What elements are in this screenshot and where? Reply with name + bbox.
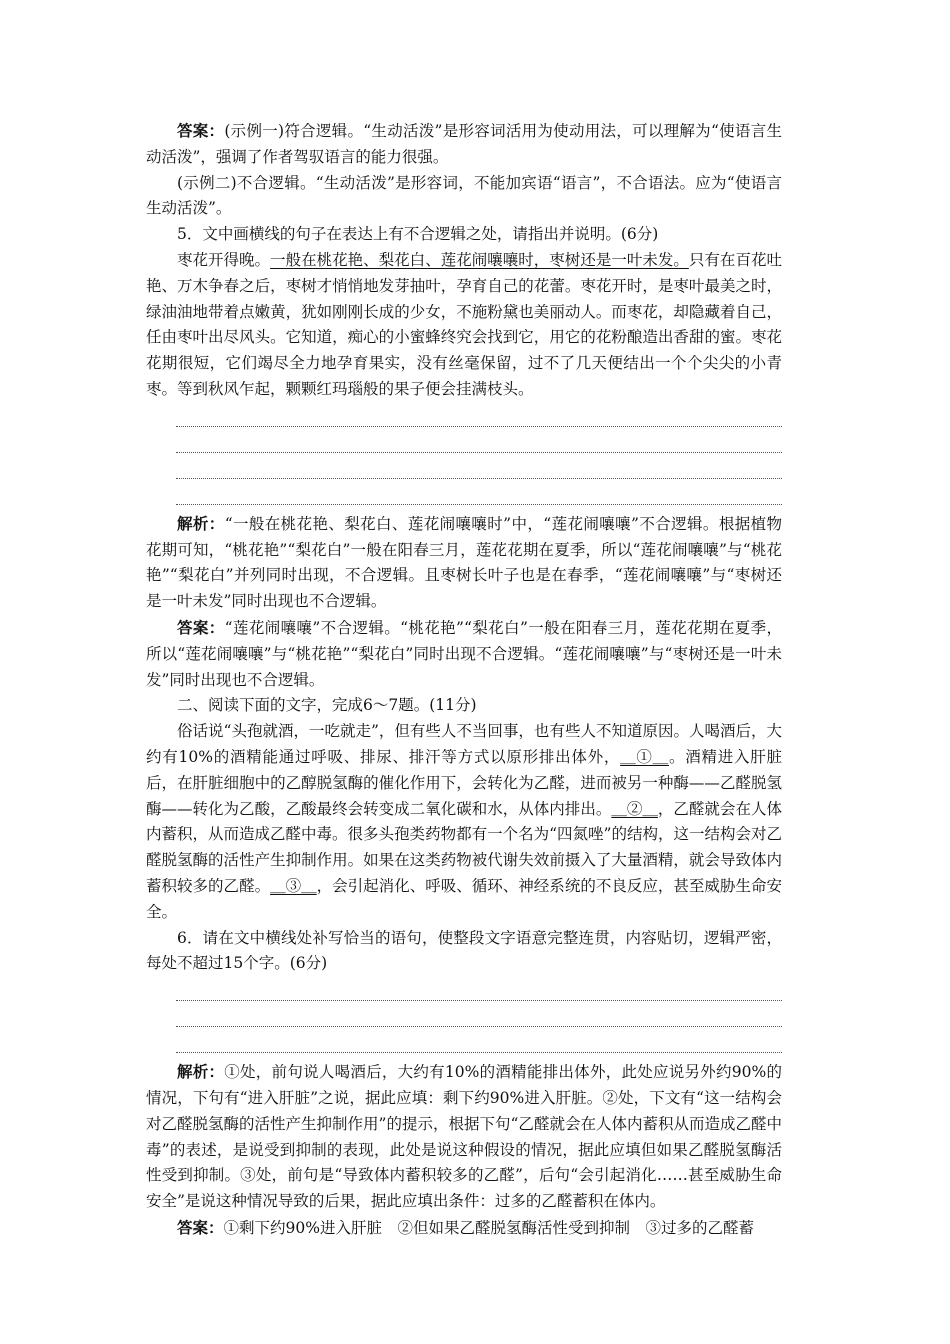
q5-question: 5．文中画横线的句子在表达上有不合逻辑之处，请指出并说明。(6分) — [177, 225, 659, 244]
answer-label: 答案： — [177, 617, 225, 637]
blank-3: ＿③＿ — [270, 876, 317, 895]
q5-analysis: 解析：“一般在桃花艳、梨花白、莲花闹嚷嚷时”中，“莲花闹嚷嚷”不合逻辑。根据植物花期可知，“桃花艳”“梨花白”一般在阳春三月，莲花花期在夏季，所以“莲花闹嚷嚷”与“桃花艳”“梨花白”并列同时出现，不合逻辑。且枣树长叶子也是在春季，“莲花闹嚷嚷”与“枣树还是一叶未发”同时出现也不合逻辑。 — [146, 513, 782, 611]
answer-line — [146, 1007, 782, 1033]
answer-label: 答案： — [177, 1217, 224, 1237]
passage-2: 俗话说“头孢就酒，一吃就走”，但有些人不当回事，也有些人不知道原因。人喝酒后，大约有10%的酒精能通过呼吸、排尿、排汗等方式以原形排出体外，＿①＿。酒精进入肝脏后，在肝脏细胞中的乙醇脱氢酶的催化作用下，会转化为乙醛，进而被另一种酶——乙醛脱氢酶——转化为乙酸，乙酸最终会转变成二氧化碳和水，从体内排出。＿②＿，乙醛就会在人体内蓄积，从而造成乙醛中毒。很多头孢类药物都有一个名为“四氮唑”的结构，这一结构会对乙醛脱氢酶的活性产生抑制作用。如果在这类药物被代谢失效前摄入了大量酒精，就会导致体内蓄积较多的乙醛。＿③＿，会引起消化、呼吸、循环、神经系统的不良反应，甚至威胁生命安全。 — [146, 722, 782, 921]
answer-line — [146, 407, 782, 433]
analysis-label: 解析： — [177, 1062, 225, 1082]
answer-lines-q5 — [146, 407, 782, 511]
answer-line — [146, 485, 782, 511]
answer-line — [146, 459, 782, 485]
answer-label: 答案： — [177, 121, 225, 140]
q6-question: 6．请在文中横线处补写恰当的语句，使整段文字语意完整连贯，内容贴切，逻辑严密，每处不超过15个字。(6分) — [146, 928, 782, 973]
answer-lines-q6 — [146, 981, 782, 1059]
answer-line — [146, 433, 782, 459]
document-page — [146, 118, 782, 1242]
q4-answer-1: 答案：(示例一)符合逻辑。“生动活泼”是形容词活用为使动用法，可以理解为“使语言生动活泼”，强调了作者驾驭语言的能力很强。 — [146, 121, 782, 166]
section2-heading: 二、阅读下面的文字，完成6～7题。(11分) — [177, 696, 477, 715]
blank-1: ＿①＿ — [620, 747, 669, 766]
answer-line — [146, 981, 782, 1007]
answer-line — [146, 1033, 782, 1059]
blank-2: ＿②＿ — [611, 799, 658, 818]
q4-answer-2: (示例二)不合逻辑。“生动活泼”是形容词，不能加宾语“语言”，不合语法。应为“使语言生动活泼”。 — [146, 173, 782, 218]
q5-answer: 答案：“莲花闹嚷嚷”不合逻辑。“桃花艳”“梨花白”一般在阳春三月，莲花花期在夏季，所以“莲花闹嚷嚷”与“桃花艳”“梨花白”同时出现不合逻辑。“莲花闹嚷嚷”与“枣树还是一叶未发”同时出现也不合逻辑。 — [146, 617, 782, 689]
q6-answer: 答案：①剩下约90%进入肝脏 ②但如果乙醛脱氢酶活性受到抑制 ③过多的乙醛蓄 — [177, 1217, 754, 1237]
analysis-label: 解析： — [177, 513, 225, 533]
underlined-sentence: 一般在桃花艳、梨花白、莲花闹嚷嚷时，枣树还是一叶未发。 — [270, 250, 689, 269]
q6-analysis: 解析：①处，前句说人喝酒后，大约有10%的酒精能排出体外，此处应说另外约90%的情况，下句有“进入肝脏”之说，据此应填：剩下约90%进入肝脏。②处，下文有“这一结构会对乙醛脱氢酶的活性产生抑制作用”的提示，根据下句“乙醛就会在人体内蓄积从而造成乙醛中毒”的表述，是说受到抑制的表现，此处是说这种假设的情况，据此应填但如果乙醛脱氢酶活性受到抑制。③处，前句是“导致体内蓄积较多的乙醛”，后句“会引起消化……甚至威胁生命安全”是说这种情况导致的后果，据此应填出条件：过多的乙醛蓄积在体内。 — [146, 1062, 782, 1211]
q5-passage: 枣花开得晚。一般在桃花艳、梨花白、莲花闹嚷嚷时，枣树还是一叶未发。只有在百花吐艳、万木争春之后，枣树才悄悄地发芽抽叶，孕育自己的花蕾。枣花开时，是枣叶最美之时，绿油油地带着点嫩黄，犹如刚刚长成的少女，不施粉黛也美丽动人。而枣花，却隐藏着自己，任由枣叶出尽风头。它知道，痴心的小蜜蜂终究会找到它，用它的花粉酿造出香甜的蜜。枣花花期很短，它们竭尽全力地孕育果实，没有丝毫保留，过不了几天便结出一个个尖尖的小青枣。等到秋风乍起，颗颗红玛瑙般的果子便会挂满枝头。 — [146, 250, 782, 398]
